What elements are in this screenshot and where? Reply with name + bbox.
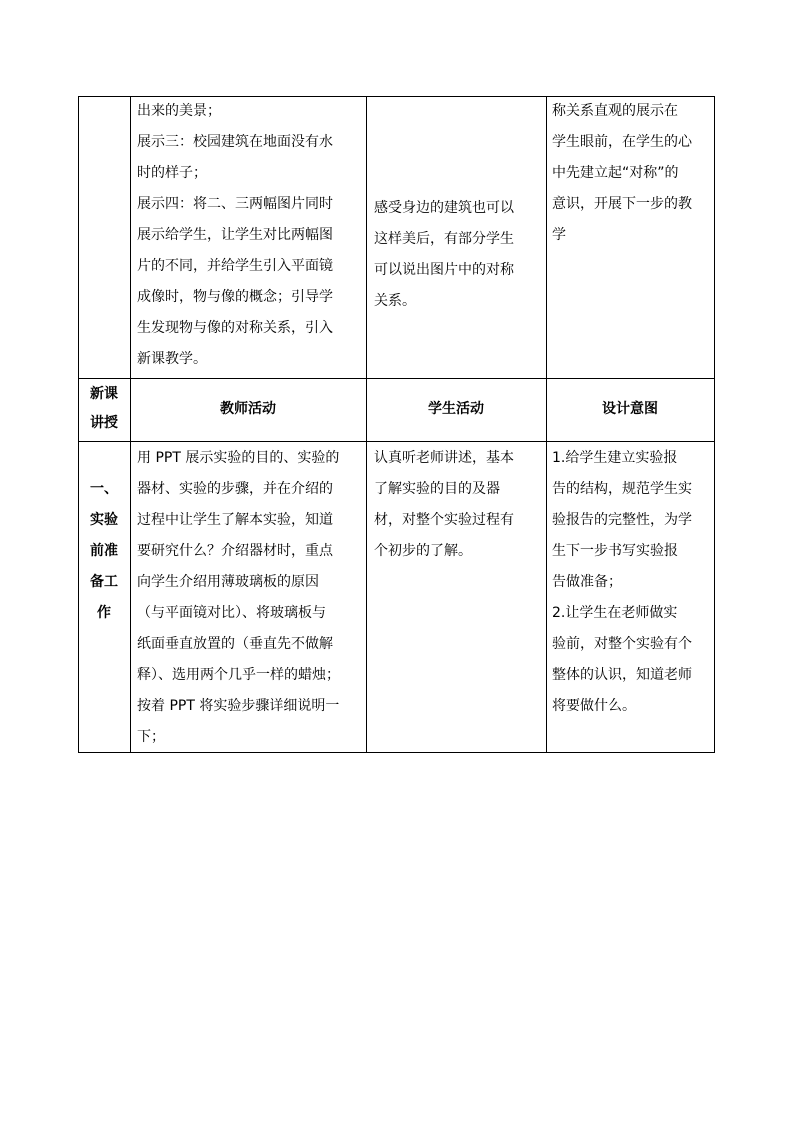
row3-design-cell: [552, 443, 712, 722]
row3-design-item: 1.给学生建立实验报 告的结构，规范学生实 验报告的完整性，为学 生下一步书写实验报 告做准备；: [552, 450, 692, 590]
section-label-line: 讲授: [90, 415, 118, 431]
section-label-line: 作: [97, 605, 111, 621]
row1-student-text: 感受身边的建筑也可以 这样美后，有部分学生 可以说出图片中的对称 关系。: [374, 200, 514, 309]
section-label-line: 一、: [90, 481, 118, 497]
row3-student-cell: [374, 443, 544, 567]
section-label-line: 新课: [90, 386, 118, 402]
row3-teacher-text: 用 PPT 展示实验的目的、实验的 器材、实验的步骤，并在介绍的 过程中让学生了解本实验，知道 要研究什么？介绍器材时，重点 向学生介绍用薄玻璃板的原因 （与平面镜对比）、将玻璃板与 纸面垂直放置的（垂直先不做解 释）、选用两个几乎一样的蜡烛； 按着 PPT 将实验步骤详细说明一 下；: [137, 450, 340, 745]
header-teacher-activity: 教师活动: [220, 401, 276, 417]
row1-teacher-paragraph: 展示四：将二、三两幅图片同时 展示给学生，让学生对比两幅图 片的不同，并给学生引入平面镜 成像时，物与像的概念；引导学 生发现物与像的对称关系，引入 新课教学。: [137, 196, 333, 367]
row1-teacher-paragraph: 展示三：校园建筑在地面没有水 时的样子；: [137, 134, 333, 181]
row3-design-item: 2.让学生在老师做实 验前，对整个实验有个 整体的认识，知道老师 将要做什么。: [552, 605, 692, 714]
lesson-plan-table: [78, 96, 715, 753]
table-border-row1: [78, 378, 715, 379]
table-border-right: [714, 96, 715, 753]
row1-teacher-paragraph: 出来的美景；: [137, 103, 221, 119]
row3-student-text: 认真听老师讲述，基本 了解实验的目的及器 材，对整个实验过程有 个初步的了解。: [374, 450, 514, 559]
row1-design-cell: [552, 96, 712, 251]
header-design-intent: 设计意图: [602, 401, 658, 417]
header-student-activity: 学生活动: [428, 401, 484, 417]
section-label-line: 前准: [90, 543, 118, 559]
row1-student-cell: [374, 193, 544, 317]
section-label-line: 实验: [90, 512, 118, 528]
row1-design-text: 称关系直观的展示在 学生眼前，在学生的心 中先建立起“对称”的 意识，开展下一步的教 学: [552, 103, 692, 243]
section-label-new-lesson: [78, 380, 130, 438]
row1-teacher-cell: [137, 96, 365, 375]
section-label-experiment-prep: [78, 474, 130, 629]
table-border-header: [78, 441, 715, 442]
row3-teacher-cell: [137, 443, 365, 753]
section-label-line: 备工: [90, 574, 118, 590]
